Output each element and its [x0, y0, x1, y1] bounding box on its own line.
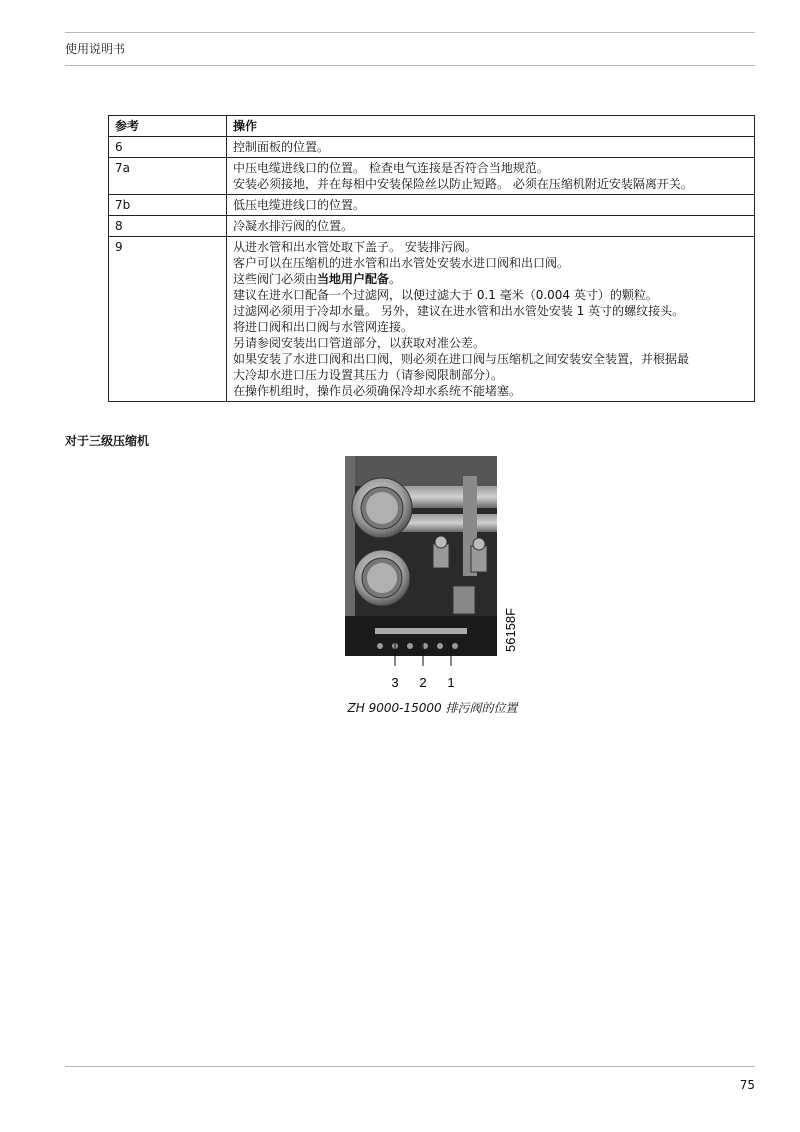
action-line: 过滤网必须用于冷却水量。 另外，建议在进水管和出水管处安装 1 英寸的螺纹接头。	[233, 304, 685, 318]
row-ref: 7b	[109, 195, 227, 216]
footer-rule	[65, 1066, 755, 1067]
document-title: 使用说明书	[65, 42, 126, 56]
figure-code: 56158F	[503, 607, 518, 652]
table-header-row	[109, 116, 755, 137]
action-line: 大冷却水进口压力设置其压力（请参阅限制部分）。	[233, 368, 504, 382]
row-ref: 9	[109, 237, 227, 402]
row-action	[227, 195, 755, 216]
header-reference: 参考	[109, 116, 227, 137]
section-heading: 对于三级压缩机	[65, 434, 150, 448]
page-number: 75	[739, 1078, 755, 1092]
figure-caption: ZH 9000-15000 排污阀的位置	[347, 701, 518, 715]
action-text: 这些阀门必须由	[233, 272, 318, 286]
action-line: 建议在进水口配备一个过滤网，以便过滤大于 0.1 毫米（0.004 英寸）的颗粒。	[233, 288, 658, 302]
callout-3: 3	[391, 675, 399, 690]
header-action: 操作	[227, 116, 755, 137]
row-action	[227, 137, 755, 158]
row-ref: 7a	[109, 158, 227, 195]
header-top-rule	[65, 32, 755, 33]
table-row	[109, 137, 755, 158]
action-line: 安装必须接地，并在每相中安装保险丝以防止短路。 必须在压缩机附近安装隔离开关。	[233, 177, 693, 191]
action-line: 控制面板的位置。	[233, 140, 330, 154]
row-action	[227, 158, 755, 195]
action-line: 从进水管和出水管处取下盖子。 安装排污阀。	[233, 240, 477, 254]
row-action	[227, 216, 755, 237]
operations-table	[108, 115, 755, 402]
compressor-photo	[345, 456, 520, 694]
table-row	[109, 195, 755, 216]
row-ref: 6	[109, 137, 227, 158]
callout-2: 2	[419, 675, 427, 690]
table-row	[109, 158, 755, 195]
row-ref: 8	[109, 216, 227, 237]
action-line: 如果安装了水进口阀和出口阀，则必须在进口阀与压缩机之间安装安全装置，并根据最	[233, 352, 690, 366]
action-line: 中压电缆进线口的位置。 检查电气连接是否符合当地规范。	[233, 161, 549, 175]
callout-1: 1	[447, 675, 455, 690]
table-row	[109, 237, 755, 402]
action-line: 客户可以在压缩机的进水管和出水管处安装水进口阀和出口阀。	[233, 256, 570, 270]
row-action	[227, 237, 755, 402]
drain-valve-figure	[345, 456, 520, 694]
header-bottom-rule	[65, 65, 755, 66]
bold-term: 当地用户配备	[317, 272, 390, 286]
action-line: 将进口阀和出口阀与水管网连接。	[233, 320, 414, 334]
action-line: 在操作机组时，操作员必须确保冷却水系统不能堵塞。	[233, 384, 522, 398]
action-line	[233, 271, 748, 287]
action-line: 低压电缆进线口的位置。	[233, 198, 366, 212]
action-line: 冷凝水排污阀的位置。	[233, 219, 354, 233]
table-row	[109, 216, 755, 237]
action-line: 另请参阅安装出口管道部分，以获取对准公差。	[233, 336, 486, 350]
action-text: 。	[389, 272, 402, 286]
